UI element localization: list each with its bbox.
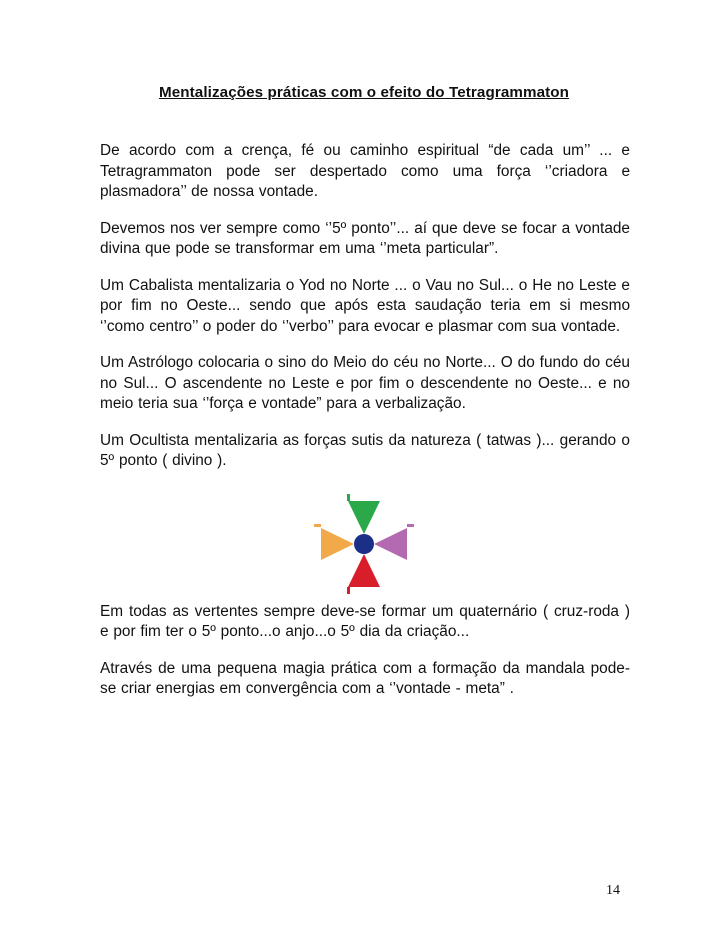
- mandala-bottom-triangle: [348, 554, 380, 587]
- mandala-diagram: [314, 494, 414, 594]
- mandala-right-stem: [407, 524, 414, 527]
- page-title: Mentalizações práticas com o efeito do Tetragrammaton: [158, 84, 570, 101]
- paragraph-7: Através de uma pequena magia prática com a formação da mandala pode-se criar energias em convergência com a ‘’vontade - meta” .: [100, 659, 630, 697]
- paragraph-5: Um Ocultista mentalizaria as forças sutis da natureza ( tatwas )... gerando o 5º ponto ( divino ).: [100, 431, 630, 469]
- mandala-center-circle: [354, 534, 374, 554]
- mandala-figure: [100, 472, 630, 602]
- document-body: [100, 141, 630, 716]
- mandala-left-stem: [314, 524, 321, 527]
- page-number: 14: [606, 883, 620, 898]
- mandala-bottom-stem: [347, 587, 350, 594]
- paragraph-6: Em todas as vertentes sempre deve-se formar um quaternário ( cruz-roda ) e por fim ter o 5º ponto...o anjo...o 5º dia da criação...: [100, 602, 630, 640]
- paragraph-4: Um Astrólogo colocaria o sino do Meio do céu no Norte... O do fundo do céu no Sul... O ascendente no Leste e por fim o descendente no Oeste... e no meio teria sua ‘’força e vontade” para a verbalização.: [100, 354, 630, 412]
- mandala-top-triangle: [348, 501, 380, 534]
- mandala-right-triangle: [374, 528, 407, 560]
- paragraph-1: De acordo com a crença, fé ou caminho espiritual “de cada um’’ ... e Tetragrammaton pode ser despertado como uma força ‘’criadora e plasmadora’’ de nossa vontade.: [100, 142, 630, 200]
- paragraph-2: Devemos nos ver sempre como ‘’5º ponto’’... aí que deve se focar a vontade divina que pode se transformar em uma ‘’meta particular”.: [100, 219, 630, 257]
- mandala-left-triangle: [321, 528, 354, 560]
- paragraph-3: Um Cabalista mentalizaria o Yod no Norte ... o Vau no Sul... o He no Leste e por fim no Oeste... sendo que após esta saudação teria em si mesmo ‘’como centro’’ o poder do ‘’verbo’’ para evocar e plasmar com sua vontade.: [100, 276, 630, 335]
- mandala-top-stem: [347, 494, 350, 501]
